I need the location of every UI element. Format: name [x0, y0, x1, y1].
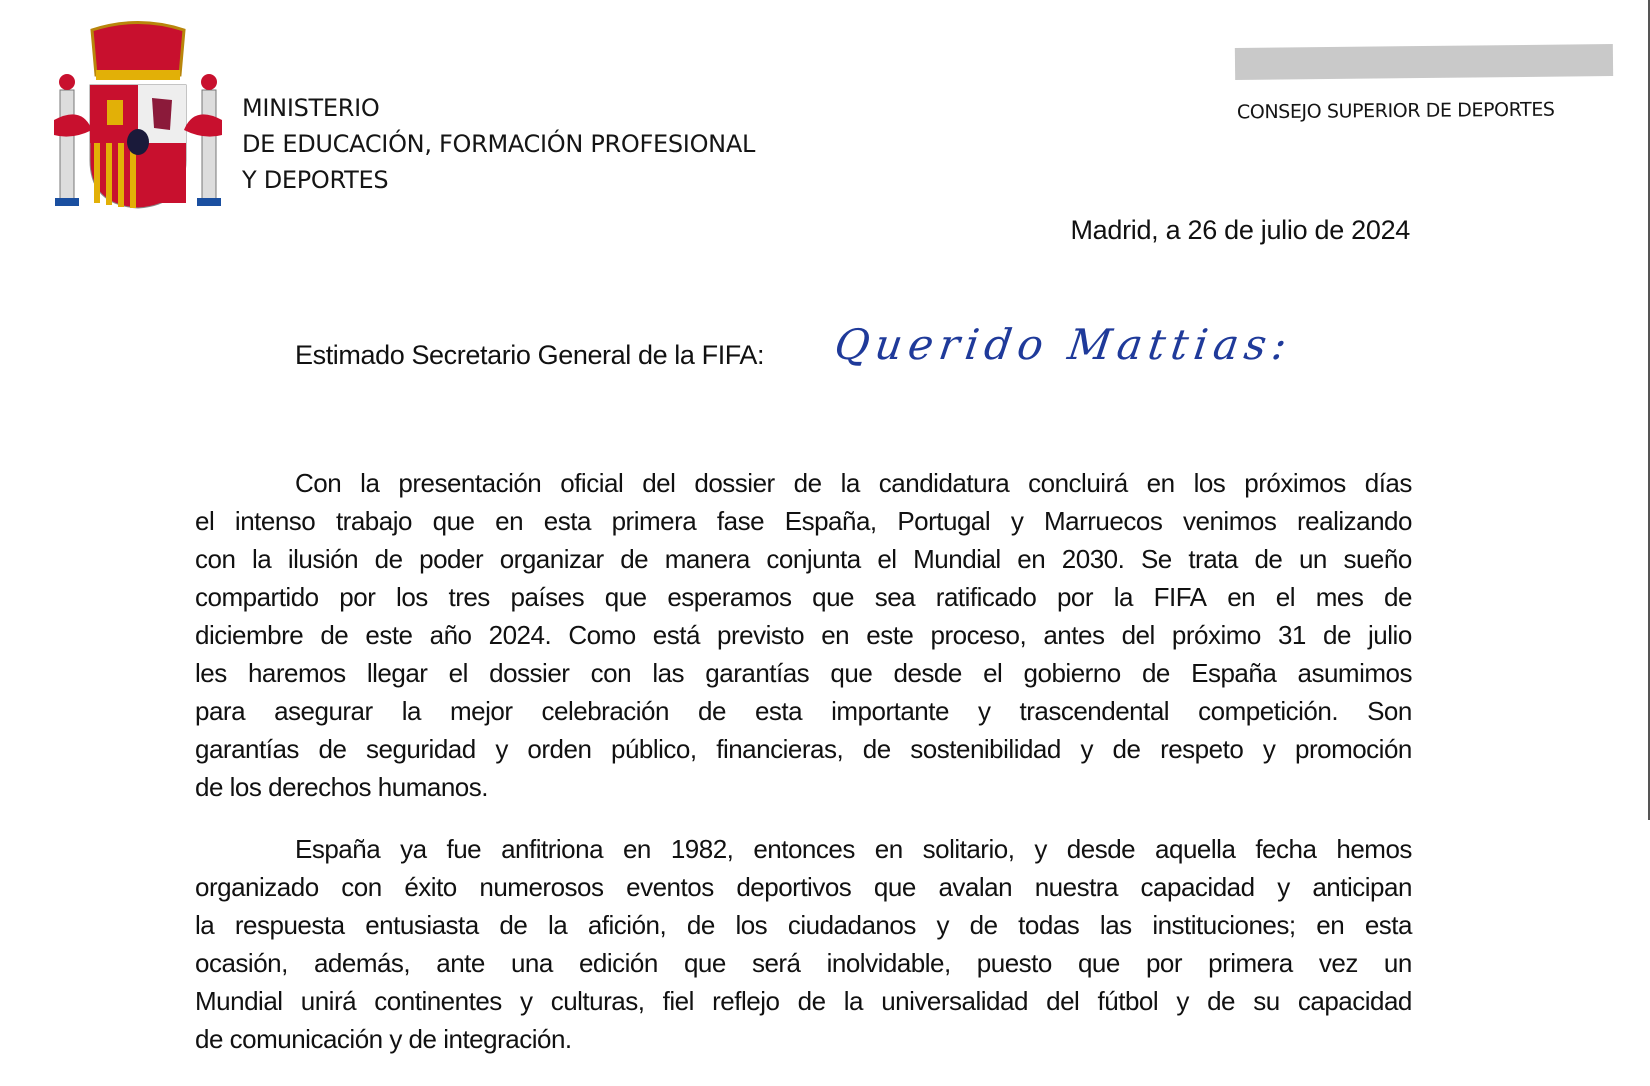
- word: avalan: [938, 872, 1013, 902]
- word: la: [252, 544, 272, 574]
- word: de: [1141, 658, 1170, 688]
- word: y: [495, 734, 508, 764]
- word: esperamos: [667, 582, 792, 612]
- word: financieras,: [716, 734, 844, 764]
- word: la: [195, 910, 215, 940]
- word: este: [365, 620, 413, 650]
- word: el: [1275, 582, 1296, 612]
- word: el: [877, 544, 897, 574]
- word: de: [1207, 986, 1235, 1016]
- word: con: [341, 872, 382, 902]
- word: anfitriona: [501, 834, 604, 864]
- text-line: [195, 692, 1412, 730]
- word: con: [590, 658, 632, 688]
- word: de: [797, 986, 826, 1016]
- word: diciembre: [195, 620, 304, 650]
- word: la: [843, 986, 864, 1016]
- word: que: [432, 506, 475, 536]
- word: público,: [611, 734, 697, 764]
- word: España: [295, 834, 381, 864]
- word: organizar: [499, 544, 604, 574]
- text-line: [195, 830, 1412, 868]
- word: y: [1010, 506, 1024, 536]
- word: del: [1046, 986, 1080, 1016]
- word: con: [195, 544, 236, 574]
- text-line: [195, 578, 1412, 616]
- word: está: [652, 620, 700, 650]
- text-line: de los derechos humanos.: [195, 772, 488, 802]
- word: países: [510, 582, 585, 612]
- salutation: Estimado Secretario General de la FIFA:: [295, 340, 765, 370]
- word: y: [1080, 734, 1093, 764]
- word: afición,: [587, 910, 667, 940]
- word: dossier: [489, 658, 570, 688]
- word: les: [195, 658, 227, 688]
- word: éxito: [404, 872, 457, 902]
- word: la: [840, 468, 860, 498]
- word: la: [1113, 582, 1133, 612]
- word: intenso: [234, 506, 316, 536]
- word: Marruecos: [1044, 506, 1163, 536]
- word: proceso,: [930, 620, 1027, 650]
- word: en: [1227, 582, 1256, 612]
- word: reflejo: [712, 986, 780, 1016]
- word: tres: [448, 582, 490, 612]
- word: poder: [419, 544, 484, 574]
- word: 2030.: [1061, 544, 1125, 574]
- word: próximo: [1171, 620, 1261, 650]
- word: de: [1323, 620, 1351, 650]
- word: del: [642, 468, 676, 498]
- word: de: [499, 910, 528, 940]
- letter-date: Madrid, a 26 de julio de 2024: [1070, 215, 1410, 245]
- ministry-line: Y DEPORTES: [242, 166, 389, 194]
- word: mes: [1315, 582, 1364, 612]
- ministry-line: MINISTERIO: [242, 94, 380, 122]
- paragraph-2: [195, 830, 1412, 1058]
- word: Portugal: [897, 506, 991, 536]
- word: por: [1145, 948, 1183, 978]
- word: mejor: [449, 696, 513, 726]
- word: será: [751, 948, 801, 978]
- word: capacidad: [1297, 986, 1412, 1016]
- text-line: [195, 944, 1412, 982]
- word: de: [862, 734, 891, 764]
- word: España,: [784, 506, 877, 536]
- word: por: [1056, 582, 1094, 612]
- word: y: [1176, 986, 1189, 1016]
- word: aquella: [1155, 834, 1236, 864]
- word: desde: [893, 658, 962, 688]
- word: esta: [754, 696, 803, 726]
- redaction-bar: [1235, 44, 1613, 80]
- word: de: [969, 910, 998, 940]
- word: presentación: [398, 468, 542, 498]
- text-line: [195, 502, 1412, 540]
- word: Como: [568, 620, 636, 650]
- word: 2024.: [488, 620, 552, 650]
- word: por: [339, 582, 376, 612]
- word: ciudadanos: [787, 910, 916, 940]
- word: días: [1364, 468, 1412, 498]
- word: Son: [1367, 696, 1412, 726]
- word: una: [510, 948, 553, 978]
- word: el: [448, 658, 468, 688]
- word: Con: [295, 468, 342, 498]
- word: la: [360, 468, 380, 498]
- word: el: [195, 506, 215, 536]
- word: candidatura: [878, 468, 1010, 498]
- word: que: [812, 582, 855, 612]
- word: fiel: [662, 986, 694, 1016]
- text-line: [195, 868, 1412, 906]
- word: deportivos: [736, 872, 852, 902]
- word: culturas,: [550, 986, 645, 1016]
- text-line: [195, 464, 1412, 502]
- word: su: [1253, 986, 1280, 1016]
- council-name: CONSEJO SUPERIOR DE DEPORTES: [1236, 98, 1555, 124]
- ministry-line: DE EDUCACIÓN, FORMACIÓN PROFESIONAL: [242, 130, 756, 158]
- word: esta: [543, 506, 591, 536]
- coat-of-arms-logo: [52, 20, 224, 215]
- word: Mundial: [195, 986, 283, 1016]
- word: que: [873, 872, 916, 902]
- word: numerosos: [479, 872, 604, 902]
- word: además,: [313, 948, 411, 978]
- word: primera: [1208, 948, 1293, 978]
- text-line: [195, 540, 1412, 578]
- word: trabajo: [335, 506, 412, 536]
- word: antes: [1043, 620, 1105, 650]
- word: los: [396, 582, 428, 612]
- word: de: [320, 620, 349, 650]
- word: organizado: [195, 872, 319, 902]
- text-line: de comunicación y de integración.: [195, 1024, 572, 1054]
- word: sueño: [1343, 544, 1412, 574]
- word: llegar: [366, 658, 428, 688]
- word: la: [547, 910, 568, 940]
- text-line: [195, 906, 1412, 944]
- word: y: [936, 910, 949, 940]
- word: de: [1384, 582, 1412, 612]
- word: anticipan: [1312, 872, 1412, 902]
- word: asumimos: [1297, 658, 1412, 688]
- word: ilusión: [287, 544, 359, 574]
- word: de: [374, 544, 403, 574]
- word: capacidad: [1140, 872, 1255, 902]
- word: dossier: [694, 468, 775, 498]
- word: en: [1146, 468, 1175, 498]
- word: entusiasta: [365, 910, 479, 940]
- word: ante: [436, 948, 485, 978]
- word: concluirá: [1028, 468, 1128, 498]
- word: ocasión,: [195, 948, 288, 978]
- word: seguridad: [366, 734, 476, 764]
- word: julio: [1368, 620, 1412, 650]
- word: que: [683, 948, 726, 978]
- word: la: [401, 696, 421, 726]
- word: venimos: [1183, 506, 1277, 536]
- word: que: [830, 658, 873, 688]
- word: previsto: [717, 620, 805, 650]
- word: conjunta: [766, 544, 861, 574]
- word: que: [604, 582, 647, 612]
- word: unirá: [300, 986, 357, 1016]
- word: de: [318, 734, 347, 764]
- word: del: [1121, 620, 1155, 650]
- word: sea: [874, 582, 916, 612]
- word: todas: [1018, 910, 1080, 940]
- word: y: [1262, 734, 1276, 764]
- word: instituciones;: [1152, 910, 1296, 940]
- word: realizando: [1297, 506, 1412, 536]
- handwritten-greeting: Querido Mattias:: [831, 320, 1296, 369]
- word: universalidad: [881, 986, 1028, 1016]
- word: compartido: [195, 582, 319, 612]
- word: sostenibilidad: [910, 734, 1061, 764]
- ministry-name: [242, 90, 755, 198]
- word: ya: [400, 834, 427, 864]
- word: en: [874, 834, 903, 864]
- word: inolvidable,: [826, 948, 951, 978]
- word: solitario,: [922, 834, 1015, 864]
- word: continentes: [374, 986, 502, 1016]
- word: el: [983, 658, 1003, 688]
- word: de: [793, 468, 822, 498]
- word: un: [1383, 948, 1412, 978]
- word: celebración: [541, 696, 669, 726]
- word: esta: [1364, 910, 1412, 940]
- word: garantías: [705, 658, 810, 688]
- word: promoción: [1294, 734, 1412, 764]
- word: los: [1193, 468, 1226, 498]
- word: de: [620, 544, 649, 574]
- word: año: [429, 620, 472, 650]
- word: este: [866, 620, 914, 650]
- word: importante: [831, 696, 949, 726]
- word: de: [1112, 734, 1141, 764]
- word: primera: [611, 506, 697, 536]
- word: desde: [1066, 834, 1136, 864]
- word: trata: [1188, 544, 1238, 574]
- word: eventos: [626, 872, 714, 902]
- word: próximos: [1244, 468, 1346, 498]
- word: fecha: [1255, 834, 1317, 864]
- text-line: [195, 730, 1412, 768]
- word: nuestra: [1034, 872, 1118, 902]
- word: ratificado: [935, 582, 1037, 612]
- word: Se: [1140, 544, 1172, 574]
- word: garantías: [195, 734, 299, 764]
- word: de: [698, 696, 726, 726]
- text-line: [195, 616, 1412, 654]
- word: en: [1316, 910, 1345, 940]
- word: que: [1077, 948, 1120, 978]
- text-line: [195, 982, 1412, 1020]
- word: y: [1277, 872, 1290, 902]
- word: vez: [1318, 948, 1358, 978]
- word: fútbol: [1097, 986, 1159, 1016]
- word: FIFA: [1153, 582, 1207, 612]
- word: de: [686, 910, 715, 940]
- word: Mundial: [913, 544, 1001, 574]
- word: orden: [527, 734, 592, 764]
- word: en: [1017, 544, 1046, 574]
- word: competición.: [1198, 696, 1339, 726]
- word: entonces: [753, 834, 855, 864]
- word: las: [652, 658, 685, 688]
- word: trascendental: [1019, 696, 1170, 726]
- word: hemos: [1336, 834, 1412, 864]
- word: asegurar: [274, 696, 373, 726]
- word: y: [977, 696, 991, 726]
- word: un: [1298, 544, 1327, 574]
- paragraph-1: [195, 464, 1412, 806]
- word: para: [195, 696, 246, 726]
- word: oficial: [560, 468, 624, 498]
- word: haremos: [247, 658, 346, 688]
- word: gobierno: [1023, 658, 1121, 688]
- word: España: [1191, 658, 1277, 688]
- word: respuesta: [234, 910, 345, 940]
- word: y: [519, 986, 533, 1016]
- word: edición: [578, 948, 658, 978]
- word: puesto: [976, 948, 1052, 978]
- word: las: [1099, 910, 1132, 940]
- word: fue: [446, 834, 482, 864]
- word: en: [821, 620, 850, 650]
- word: 1982,: [670, 834, 734, 864]
- word: de: [1254, 544, 1283, 574]
- word: fase: [716, 506, 765, 536]
- word: los: [735, 910, 768, 940]
- word: y: [1034, 834, 1047, 864]
- word: manera: [664, 544, 750, 574]
- text-line: [195, 654, 1412, 692]
- word: en: [495, 506, 524, 536]
- word: en: [622, 834, 651, 864]
- word: respeto: [1160, 734, 1244, 764]
- word: 31: [1277, 620, 1306, 650]
